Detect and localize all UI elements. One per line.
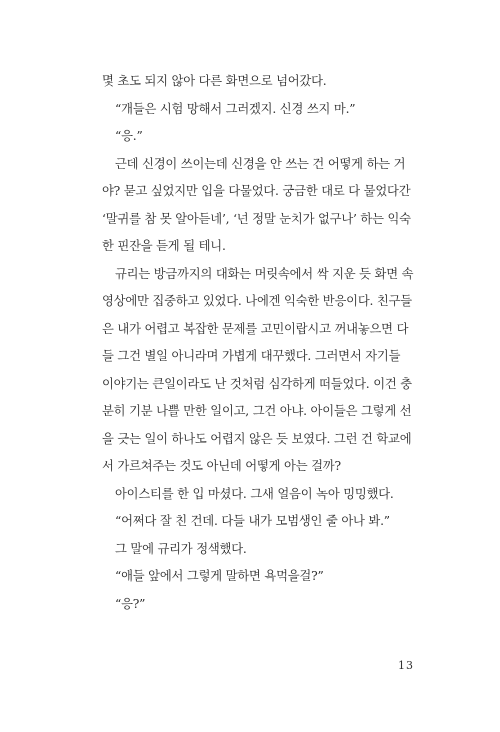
- text-line: 을 긋는 일이 하나도 어렵지 않은 듯 보였다. 그런 건 학교에: [102, 431, 412, 446]
- text-line: 아이스티를 한 입 마셨다. 그새 얼음이 녹아 밍밍했다.: [115, 486, 394, 501]
- text-line: 규리는 방금까지의 대화는 머릿속에서 싹 지운 듯 화면 속: [115, 266, 414, 281]
- text-line: ‘말귀를 참 못 알아듣네’, ‘넌 정말 눈치가 없구나’ 하는 익숙: [102, 211, 411, 226]
- text-line: 몇 초도 되지 않아 다른 화면으로 넘어갔다.: [102, 74, 327, 88]
- text-line: 분히 기분 나쁠 만한 일이고, 그건 아냐. 아이들은 그렇게 선: [102, 404, 412, 418]
- text-line: 야? 묻고 싶었지만 입을 다물었다. 궁금한 대로 다 물었다간: [102, 184, 411, 198]
- text-line: 영상에만 집중하고 있었다. 나에겐 익숙한 반응이다. 친구들: [102, 294, 412, 308]
- text-line: 이야기는 큰일이라도 난 것처럼 심각하게 떠들었다. 이건 충: [102, 376, 412, 391]
- text-line: 그 말에 규리가 정색했다.: [115, 541, 247, 556]
- text-line: 한 핀잔을 듣게 될 테니.: [102, 239, 226, 253]
- text-line: 들 그건 별일 아니라며 가볍게 대꾸했다. 그러면서 자기들: [102, 349, 401, 363]
- text-line: “애들 앞에서 그렇게 말하면 욕먹을걸?”: [115, 569, 324, 583]
- body-text: [102, 68, 414, 618]
- text-line: “개들은 시험 망해서 그러겠지. 신경 쓰지 마.”: [115, 101, 356, 116]
- text-line: 서 가르쳐주는 것도 아닌데 어떻게 아는 걸까?: [102, 459, 341, 473]
- page-number: 13: [398, 659, 414, 672]
- text-line: “어쩌다 잘 친 건데. 다들 내가 모범생인 줄 아나 봐.”: [115, 514, 390, 528]
- text-line: “응.”: [115, 129, 143, 143]
- text-line: “응?”: [115, 596, 146, 611]
- text-line: 은 내가 어렵고 복잡한 문제를 고민이랍시고 꺼내놓으면 다: [102, 321, 409, 336]
- text-line: 근데 신경이 쓰이는데 신경을 안 쓰는 건 어떻게 하는 거: [115, 156, 406, 171]
